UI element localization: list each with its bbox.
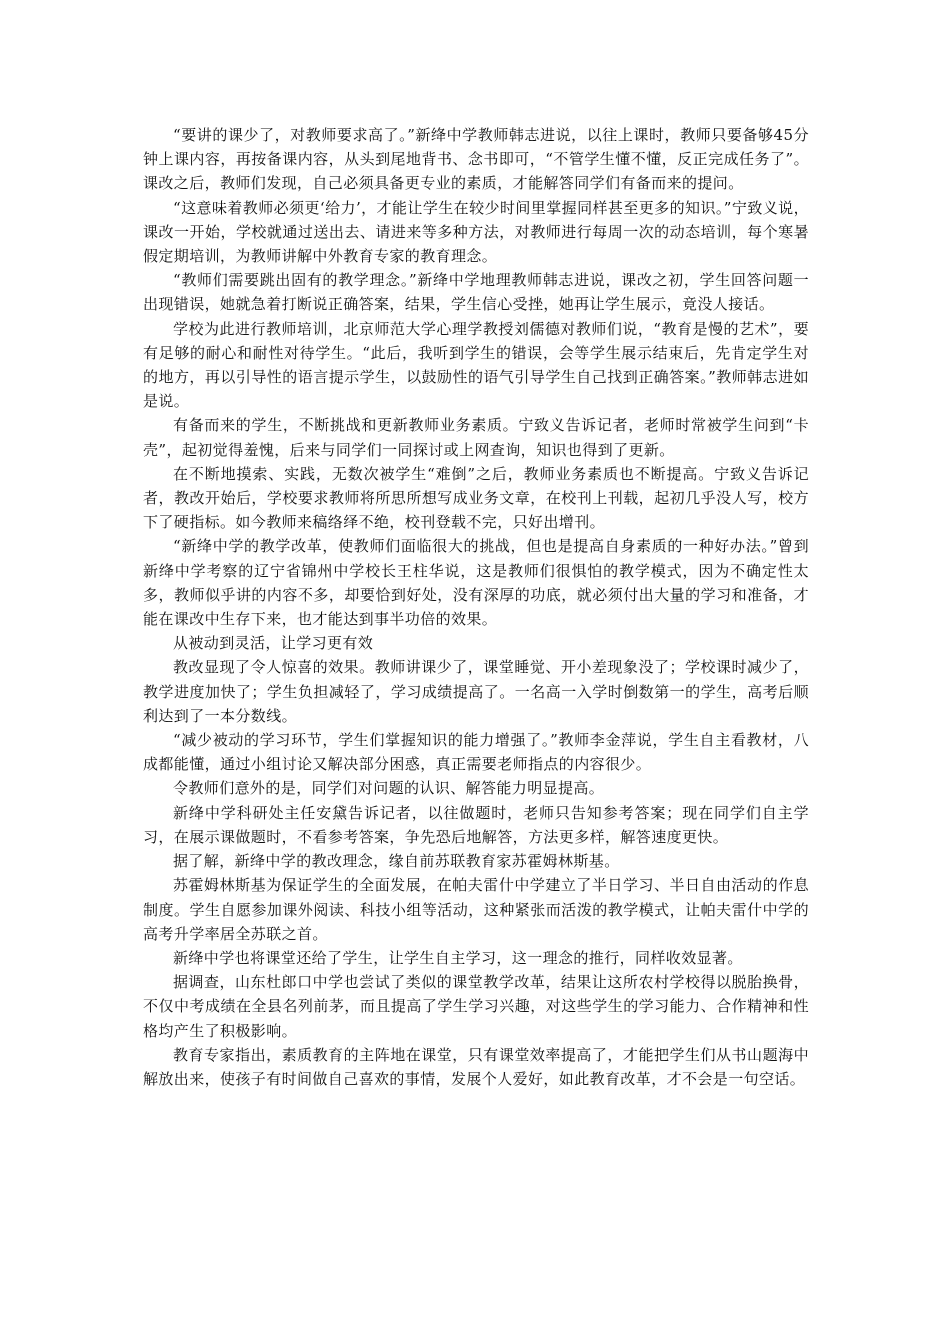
paragraph-slow-art: 学校为此进行教师培训，北京师范大学心理学教授刘儒德对教师们说，“教育是慢的艺术”，要有足够的耐心和耐性对待学生。“此后，我听到学生的错误，会等学生展示结束后，先肯定学生对的地方，再以引导性的语言提示学生，以鼓励性的语气引导学生自己找到正确答案。”教师韩志进如是说。 bbox=[143, 319, 809, 411]
paragraph-research-office: 新绛中学科研处主任安黛告诉记者，以往做题时，老师只告知参考答案；现在同学们自主学习，在展示课做题时，不看参考答案，争先恐后地解答，方法更多样，解答速度更快。 bbox=[143, 803, 809, 846]
paragraph-teacher-training: “这意味着教师必须更‘给力’，才能让学生在较少时间里掌握同样甚至更多的知识。”宁致义说，课改一开始，学校就通过送出去、请进来等多种方法，对教师进行每周一次的动态培训，每个寒暑假定期培训，为教师讲解中外教育专家的教育理念。 bbox=[143, 198, 809, 266]
paragraph-classroom-returned: 新绛中学也将课堂还给了学生，让学生自主学习，这一理念的推行，同样收效显著。 bbox=[173, 948, 743, 967]
paragraph-active-learning: “减少被动的学习环节，学生们掌握知识的能力增强了。”教师李金萍说，学生自主看教材，八成都能懂，通过小组讨论又解决部分困惑，真正需要老师指点的内容很少。 bbox=[143, 731, 809, 774]
paragraph-dulangkou: 据调查，山东杜郎口中学也尝试了类似的课堂教学改革，结果让这所农村学校得以脱胎换骨，不仅中考成绩在全县名列前茅，而且提高了学生学习兴趣，对这些学生的学习能力、合作精神和性格均产生了积极影响。 bbox=[143, 973, 809, 1040]
paragraph-origin: 据了解，新绛中学的教改理念，缘自前苏联教育家苏霍姆林斯基。 bbox=[173, 852, 620, 871]
paragraph-unexpected: 令教师们意外的是，同学们对问题的认识、解答能力明显提高。 bbox=[173, 779, 605, 798]
paragraph-expert-conclusion: 教育专家指出，素质教育的主阵地在课堂，只有课堂效率提高了，才能把学生们从书山题海中解放出来，使孩子有时间做自己喜欢的事情，发展个人爱好，如此教育改革，才不会是一句空话。 bbox=[143, 1045, 809, 1088]
section-heading: 从被动到灵活，让学习更有效 bbox=[173, 634, 374, 653]
article-body bbox=[143, 123, 809, 1091]
paragraph-teaching-philosophy: “教师们需要跳出固有的教学理念。”新绛中学地理教师韩志进说，课改之初，学生回答问题一出现错误，她就急着打断说正确答案，结果，学生信心受挫，她再让学生展示，竟没人接话。 bbox=[143, 271, 809, 314]
paragraph-teacher-requirements: “要讲的课少了，对教师要求高了。”新绛中学教师韩志进说，以往上课时，教师只要备够45分钟上课内容，再按备课内容，从头到尾地背书、念书即可，“不管学生懂不懂，反正完成任务了”。课改之后，教师们发现，自己必须具备更专业的素质，才能解答同学们有备而来的提问。 bbox=[143, 126, 809, 193]
paragraph-student-challenge: 有备而来的学生，不断挑战和更新教师业务素质。宁致义告诉记者，老师时常被学生问到“卡壳”，起初觉得羞愧，后来与同学们一同探讨或上网查询，知识也得到了更新。 bbox=[143, 416, 809, 459]
paragraph-sukhomlinsky: 苏霍姆林斯基为保证学生的全面发展，在帕夫雷什中学建立了半日学习、半日自由活动的作息制度。学生自愿参加课外阅读、科技小组等活动，这种紧张而活泼的教学模式，让帕夫雷什中学的高考升学率居全苏联之首。 bbox=[143, 876, 809, 943]
paragraph-jinzhou-principal: “新绛中学的教学改革，使教师们面临很大的挑战，但也是提高自身素质的一种好办法。”曾到新绛中学考察的辽宁省锦州中学校长王柱华说，这是教师们很惧怕的教学模式，因为不确定性太多，教师似乎讲的内容不多，却要恰到好处，没有深厚的功底，就必须付出大量的学习和准备，才能在课改中生存下来，也才能达到事半功倍的效果。 bbox=[143, 537, 809, 629]
paragraph-reform-results: 教改显现了令人惊喜的效果。教师讲课少了，课堂睡觉、开小差现象没了；学校课时减少了，教学进度加快了；学生负担减轻了，学习成绩提高了。一名高一入学时倒数第一的学生，高考后顺利达到了一本分数线。 bbox=[143, 658, 809, 725]
paragraph-teacher-growth: 在不断地摸索、实践，无数次被学生“难倒”之后，教师业务素质也不断提高。宁致义告诉记者，教改开始后，学校要求教师将所思所想写成业务文章，在校刊上刊载，起初几乎没人写，校方下了硬指标。如今教师来稿络绎不绝，校刊登载不完，只好出增刊。 bbox=[143, 464, 809, 532]
